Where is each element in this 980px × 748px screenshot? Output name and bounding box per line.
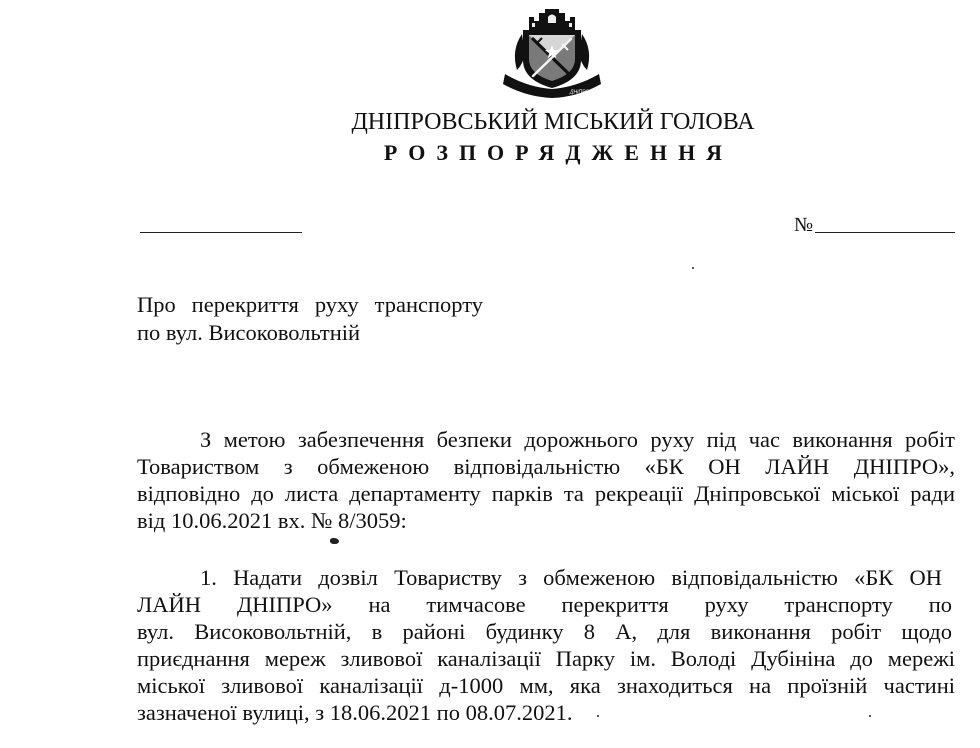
paragraph-line: міської зливової каналізації д-1000 мм, яка знаходиться на проїзній частині	[137, 673, 955, 698]
number-blank-line	[815, 232, 955, 233]
paragraph-line: З метою забезпечення безпеки дорожнього руху під час виконання робіт	[200, 427, 955, 452]
scan-speck	[869, 715, 871, 717]
subject-line: Про перекриття руху транспорту	[137, 292, 483, 317]
paragraph-line: ЛАЙН ДНІПРО» на тимчасове перекриття руху транспорту по	[137, 592, 952, 617]
paragraph-line: 1. Надати дозвіл Товариству з обмеженою відповідальністю «БК ОН	[200, 565, 942, 590]
document-type-title: РОЗПОРЯДЖЕННЯ	[383, 140, 734, 165]
paragraph-line: відповідно до листа департаменту парків та рекреації Дніпровської міської ради	[137, 481, 955, 506]
paragraph-line: Товариством з обмеженою відповідальністю «БК ОН ЛАЙН ДНІПРО»,	[137, 454, 955, 479]
subject-line: по вул. Високовольтній	[137, 320, 361, 345]
scan-smudge	[330, 538, 339, 544]
emblem-crown	[529, 9, 575, 31]
paragraph-line: від 10.06.2021 вх. № 8/3059:	[137, 508, 407, 533]
paragraph-line: вул. Високовольтній, в районі будинку 8 А, для виконання робіт щодо	[137, 619, 952, 644]
emblem-ribbon-text: ДНІПРО	[570, 89, 590, 96]
scan-speck	[597, 715, 599, 717]
paragraph-line: зазначеної вулиці, з 18.06.2021 по 08.07.2021.	[137, 700, 573, 725]
number-label: №	[794, 214, 814, 236]
issuing-authority-title: ДНІПРОВСЬКИЙ МІСЬКИЙ ГОЛОВА	[351, 109, 755, 135]
paragraph-line: приєднання мереж зливової каналізації Парку ім. Володі Дубініна до мережі	[137, 646, 955, 671]
date-blank-line	[140, 232, 302, 233]
scan-speck	[692, 267, 694, 269]
city-coat-of-arms-emblem	[502, 4, 602, 98]
